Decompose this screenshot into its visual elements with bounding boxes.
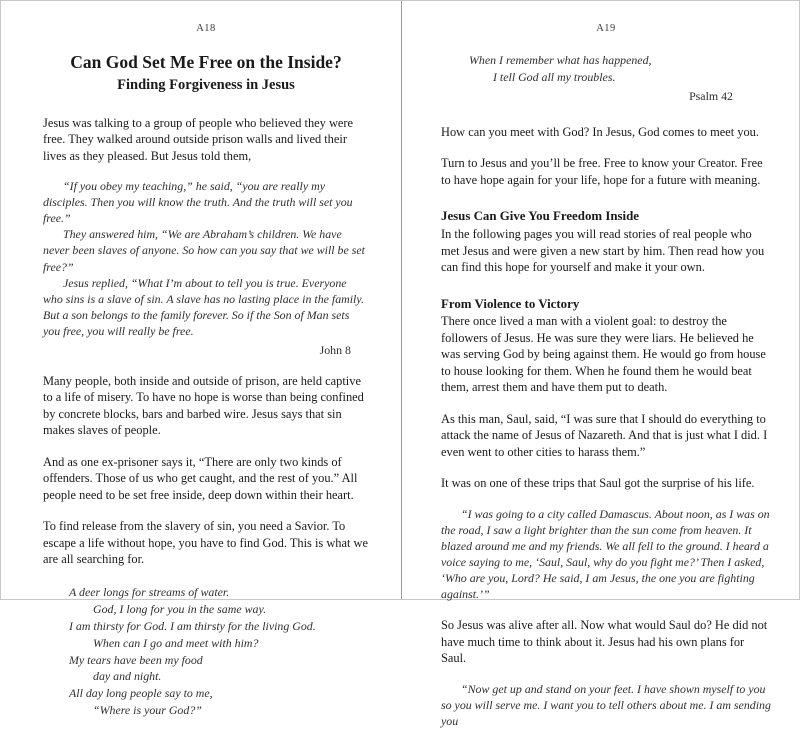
quote-commission <box>441 681 771 729</box>
quote-paragraph: “If you obey my teaching,” he said, “you are really my disciples. Then you will know the truth. And the truth will set you free.” <box>43 179 353 226</box>
psalm-line: I tell God all my troubles. <box>493 69 616 84</box>
chapter-title: Can God Set Me Free on the Inside? <box>70 52 342 72</box>
right-page <box>402 1 801 728</box>
quote-paragraph: “Now get up and stand on your feet. I have shown myself to you so you will serve me. I want you to tell others about me. I am sending you <box>441 681 771 728</box>
paragraph-jesus-alive: So Jesus was alive after all. Now what would Saul do? He did not have much time to think about it. Jesus had his own plans for Saul. <box>441 618 768 666</box>
subheading-freedom-inside: Jesus Can Give You Freedom Inside <box>441 209 640 224</box>
psalm-line: My tears have been my food <box>69 652 203 667</box>
psalm-line: God, I long for you in the same way. <box>93 601 267 616</box>
psalm-excerpt <box>43 584 369 719</box>
psalm-line: All day long people say to me, <box>69 686 213 701</box>
psalm-line: When I remember what has happened, <box>469 53 652 67</box>
paragraph-captive: Many people, both inside and outside of prison, are held captive to a life of misery. To have no hope is worse than being confined by concrete blocks, bars and barbed wire. Jesus says that sin makes slaves of people. <box>43 373 364 438</box>
intro-paragraph: Jesus was talking to a group of people who believed they were free. They walked around outside prison walls and lived their lives as they pleased. But Jesus told them, <box>43 115 354 163</box>
paragraph-turn-to-jesus: Turn to Jesus and you’ll be free. Free to know your Creator. Free to have hope again for your life, hope for a future with meaning. <box>441 156 763 187</box>
quote-damascus-road <box>441 506 771 602</box>
folio-left: A18 <box>196 23 216 34</box>
paragraph-violence-to-victory: There once lived a man with a violent goal: to destroy the followers of Jesus. He was sure they were liars. He believed he was serving God by being against them. He would go from house to house looking for them. When he found them he would beat them, arrest them and have them put to death. <box>441 314 766 395</box>
quote-paragraph: They answered him, “We are Abraham’s children. We have never been slaves of anyone. So how can you say that we will be set free?” <box>43 227 365 274</box>
scripture-citation: John 8 <box>319 342 351 357</box>
psalm-citation: Psalm 42 <box>689 88 733 103</box>
psalm-line: I am thirsty for God. I am thirsty for the living God. <box>69 618 316 633</box>
scripture-quote-john8 <box>43 178 369 358</box>
chapter-subtitle: Finding Forgiveness in Jesus <box>117 76 295 93</box>
paragraph-savior: To find release from the slavery of sin, you need a Savior. To escape a life without hope, you have to find God. This is what we are all searching for. <box>43 519 368 567</box>
left-page <box>1 1 401 718</box>
psalm-line: A deer longs for streams of water. <box>69 584 230 599</box>
quote-paragraph: “I was going to a city called Damascus. About noon, as I was on the road, I saw a light brighter than the sun come from heaven. It blazed around me and my friends. We all fell to the ground. I heard a voice saying to me, ‘Saul, Saul, why do you fight me?’ Then I asked, ‘Who are you, Lord? He said, I am Jesus, the one you are fighting against.’” <box>441 506 770 602</box>
paragraph-saul-said: As this man, Saul, said, “I was sure that I should do everything to attack the name of Jesus of Nazareth. And that is just what I did. I even went to other cities to harass them.” <box>441 411 768 459</box>
paragraph-meet-god: How can you meet with God? In Jesus, God comes to meet you. <box>441 124 759 139</box>
paragraph-surprise: It was on one of these trips that Saul got the surprise of his life. <box>441 476 755 491</box>
paragraph-freedom-inside: In the following pages you will read stories of real people who met Jesus and were given a new start by him. Then read how you can find this hope for yourself and make it your own. <box>441 227 765 275</box>
subheading-violence-to-victory: From Violence to Victory <box>441 296 580 311</box>
folio-right: A19 <box>596 23 616 34</box>
psalm-line: When can I go and meet with him? <box>93 635 259 650</box>
paragraph-offenders: And as one ex-prisoner says it, “There are only two kinds of offenders. Those of us who get caught, and the rest of you.” All people need to be set free inside, deep down within their heart. <box>43 454 358 502</box>
psalm-line: “Where is your God?” <box>93 703 202 718</box>
quote-paragraph: Jesus replied, “What I’m about to tell you is true. Everyone who sins is a slave of sin. A slave has no lasting place in the family. But a son belongs to the family forever. So if the Son of Man sets you free, you will really be free. <box>43 275 364 338</box>
psalm-continued <box>441 52 771 86</box>
psalm-line: day and night. <box>93 669 162 684</box>
